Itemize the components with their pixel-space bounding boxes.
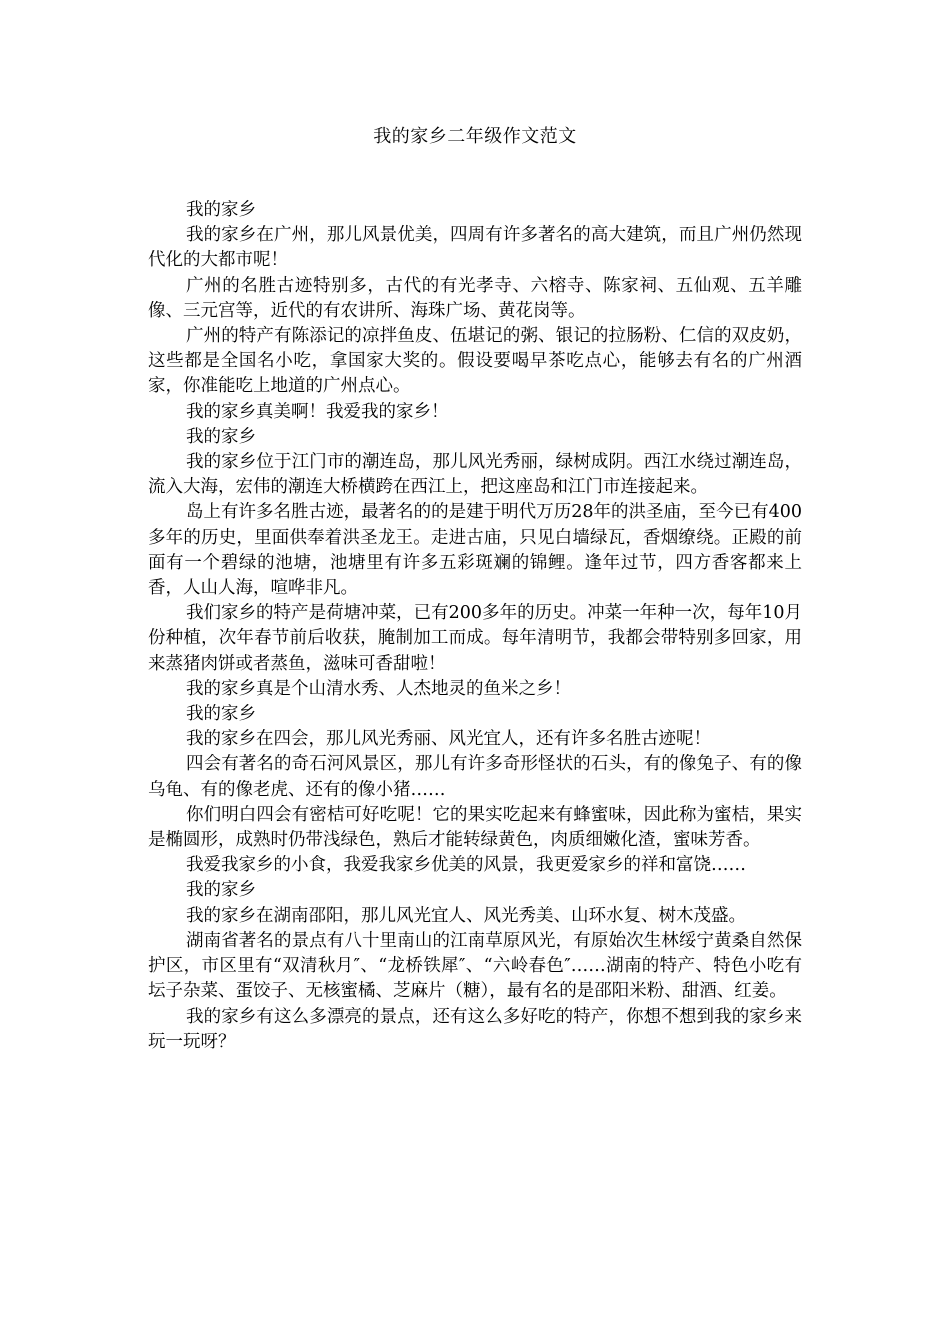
heading-paragraph: 我的家乡	[186, 200, 256, 220]
body-paragraph: 湖南省著名的景点有八十里南山的江南草原风光，有原始次生林绥宁黄桑自然保护区，市区里有“双清秋月″、“龙桥铁犀″、“六岭春色″……湖南的特产、特色小吃有坛子杂菜、蛋饺子、无核蜜橘、芝麻片（糖），最有名的是邵阳米粉、甜酒、红姜。	[148, 930, 802, 1002]
body-paragraph: 我的家乡位于江门市的潮连岛，那儿风光秀丽，绿树成阴。西江水绕过潮连岛，流入大海，宏伟的潮连大桥横跨在西江上，把这座岛和江门市连接起来。	[148, 452, 802, 498]
body-paragraph: 广州的特产有陈添记的凉拌鱼皮、伍堪记的粥、银记的拉肠粉、仁信的双皮奶，这些都是全国名小吃，拿国家大奖的。假设要喝早茶吃点心，能够去有名的广州酒家，你准能吃上地道的广州点心。	[148, 326, 802, 397]
heading-paragraph: 我的家乡	[186, 880, 256, 901]
body-paragraph: 我的家乡真是个山清水秀、人杰地灵的鱼米之乡！	[186, 678, 571, 699]
body-paragraph: 广州的名胜古迹特别多，古代的有光孝寺、六榕寺、陈家祠、五仙观、五羊雕像、三元宫等，近代的有农讲所、海珠广场、黄花岗等。	[148, 275, 802, 321]
body-paragraph: 我的家乡真美啊！我爱我的家乡！	[186, 401, 449, 422]
body-paragraph: 我的家乡有这么多漂亮的景点，还有这么多好吃的特产，你想不想到我的家乡来玩一玩呀？	[148, 1006, 802, 1052]
body-paragraph: 你们明白四会有密桔可好吃呢！它的果实吃起来有蜂蜜味，因此称为蜜桔，果实是椭圆形，成熟时仍带浅绿色，熟后才能转绿黄色，肉质细嫩化渣，蜜味芳香。	[148, 804, 802, 851]
body-paragraph: 四会有著名的奇石河风景区，那儿有许多奇形怪状的石头，有的像兔子、有的像乌龟、有的像老虎、还有的像小猪……	[148, 754, 802, 800]
heading-paragraph: 我的家乡	[186, 704, 256, 725]
document-title: 我的家乡二年级作文范文	[373, 126, 577, 147]
body-paragraph: 我的家乡在四会，那儿风光秀丽、风光宜人，还有许多名胜古迹呢！	[186, 729, 711, 750]
body-paragraph: 我爱我家乡的小食，我爱我家乡优美的风景，我更爱家乡的祥和富饶……	[186, 855, 746, 876]
document-body	[148, 198, 802, 1055]
body-paragraph: 我的家乡在广州，那儿风景优美，四周有许多著名的高大建筑，而且广州仍然现代化的大都市呢！	[148, 225, 802, 271]
body-paragraph: 我的家乡在湖南邵阳，那儿风光宜人、风光秀美、山环水复、树木茂盛。	[186, 905, 746, 926]
heading-paragraph: 我的家乡	[186, 426, 256, 447]
body-paragraph: 岛上有许多名胜古迹，最著名的的是建于明代万历28年的洪圣庙，至今已有400多年的历史，里面供奉着洪圣龙王。走进古庙，只见白墙绿瓦，香烟缭绕。正殿的前面有一个碧绿的池塘，池塘里有许多五彩斑斓的锦鲤。逢年过节，四方香客都来上香，人山人海，喧哗非凡。	[148, 502, 802, 599]
body-paragraph: 我们家乡的特产是荷塘冲菜，已有200多年的历史。冲菜一年种一次，每年10月份种植，次年春节前后收获，腌制加工而成。每年清明节，我都会带特别多回家，用来蒸猪肉饼或者蒸鱼，滋味可香甜啦！	[148, 603, 802, 674]
